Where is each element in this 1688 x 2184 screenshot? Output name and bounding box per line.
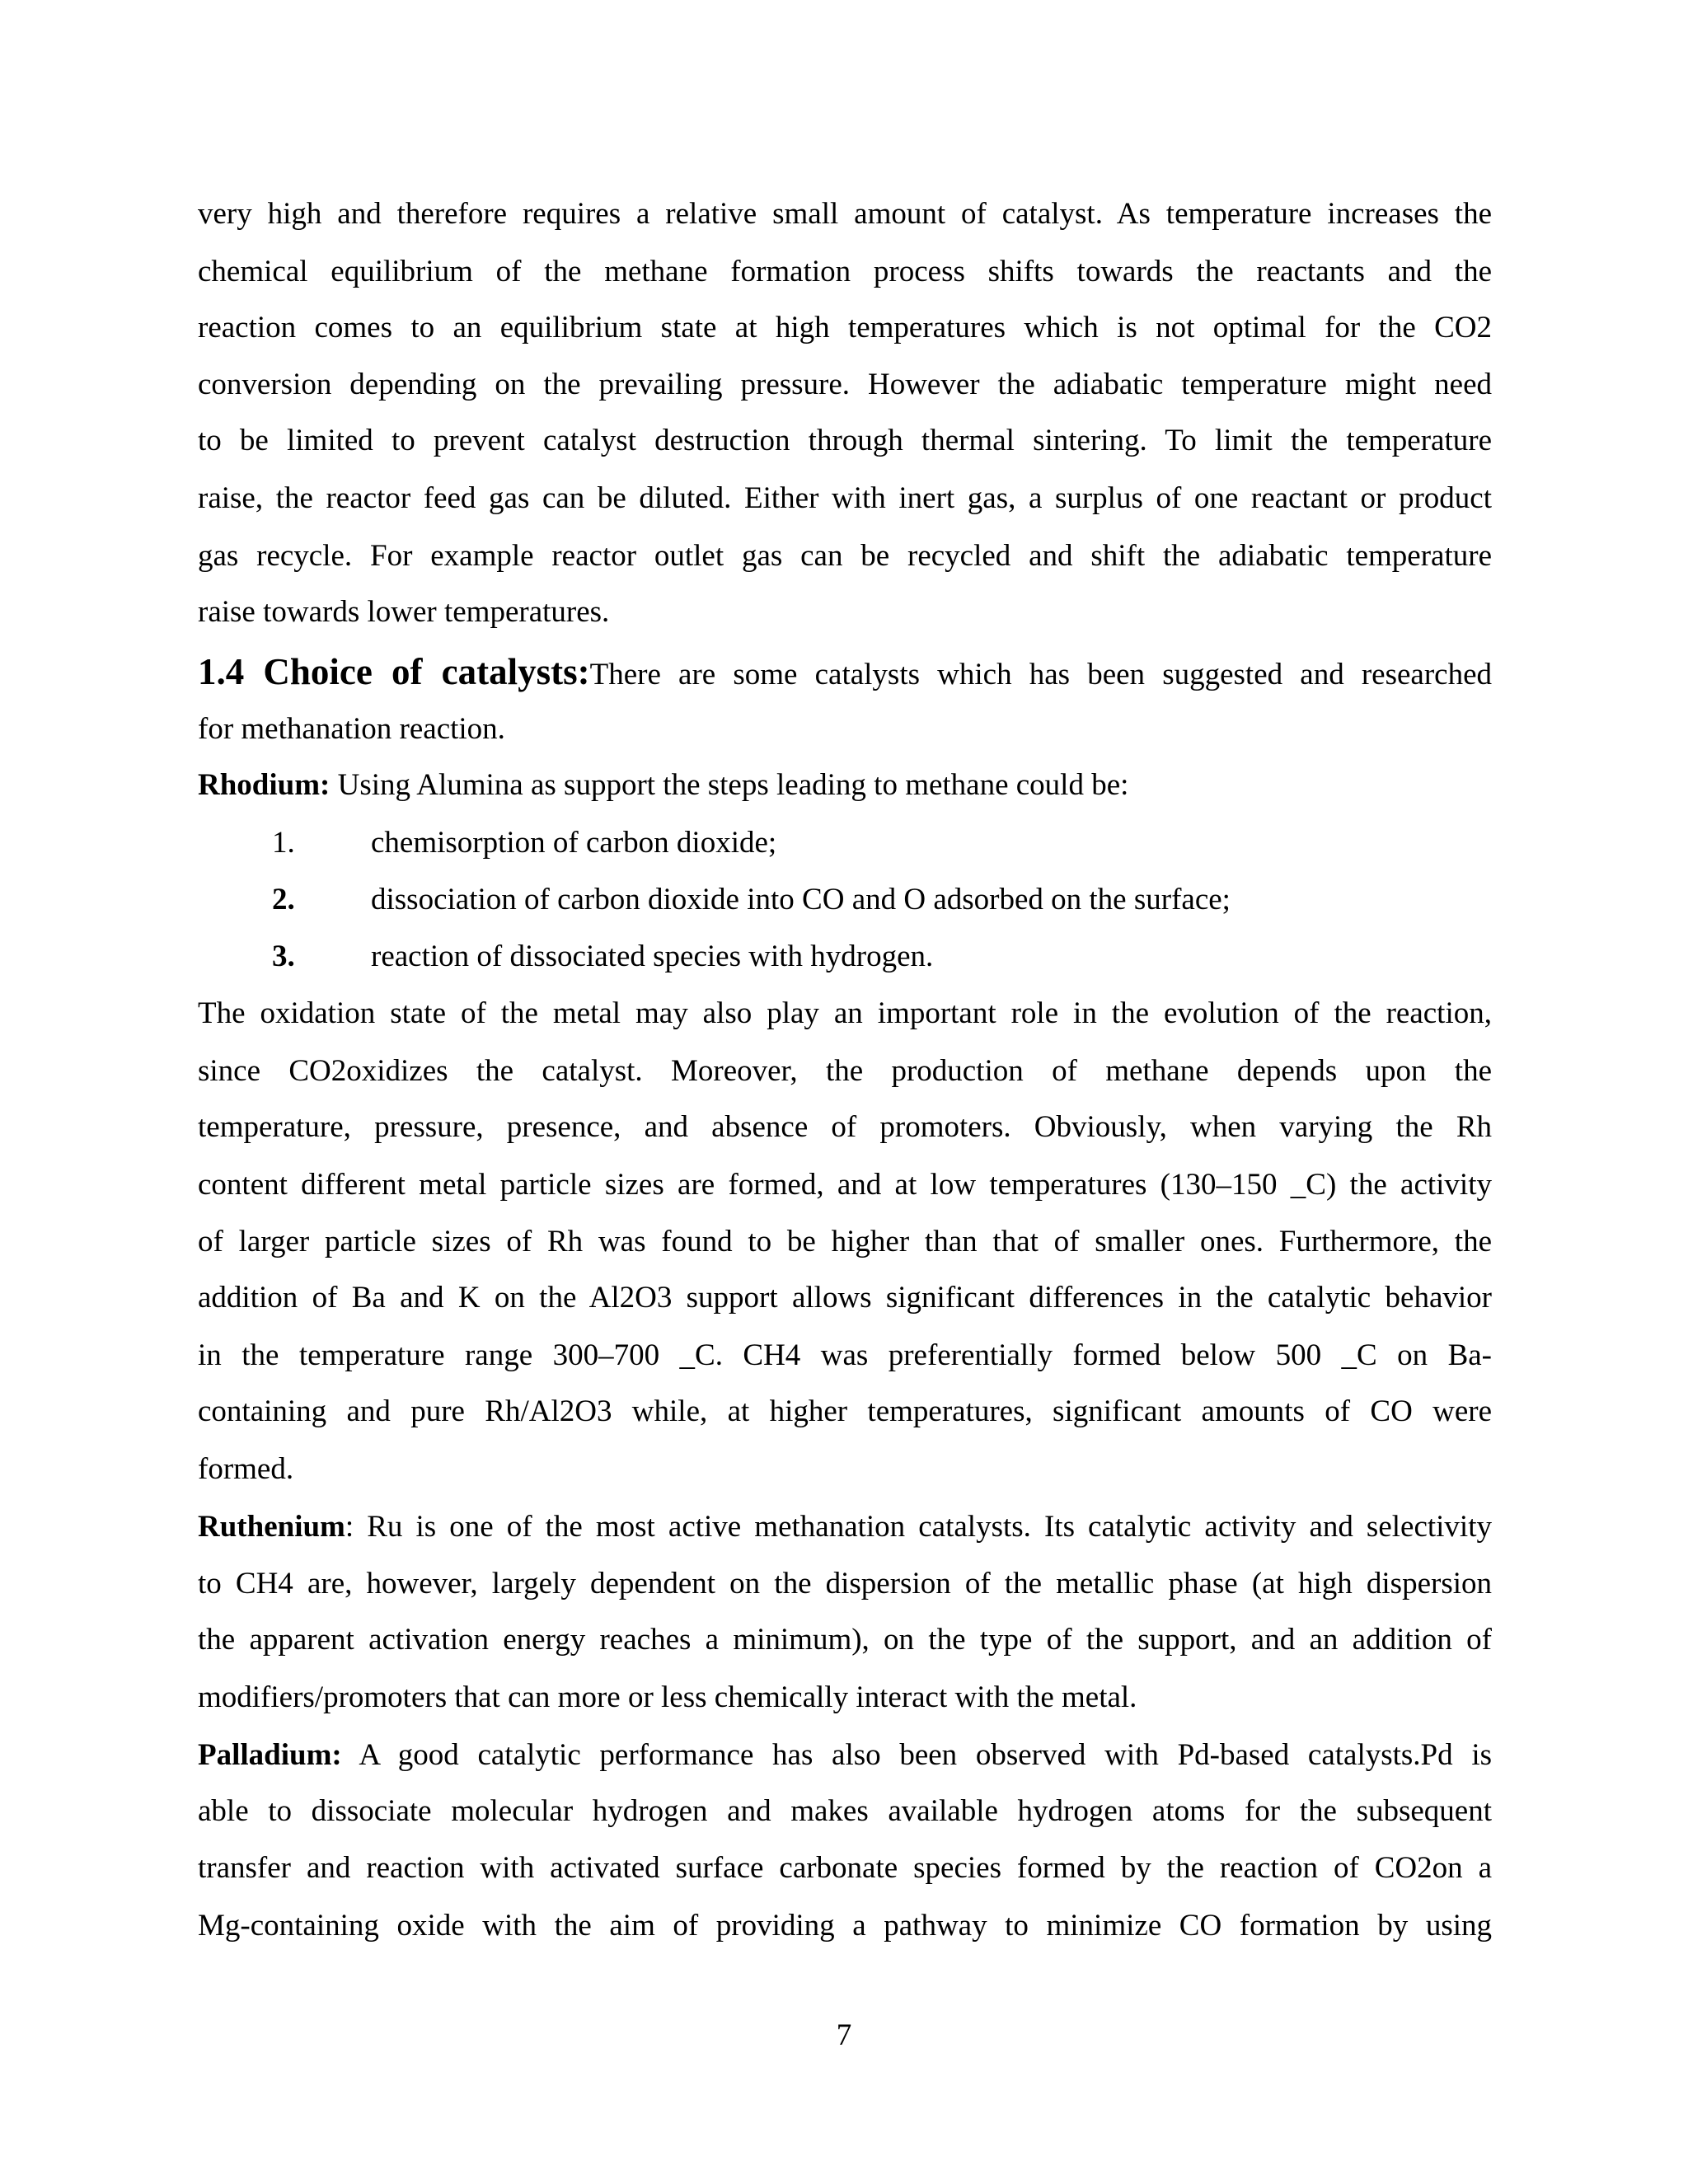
rhodium-text: Using Alumina as support the steps leading to methane could be: [330,768,1129,802]
list-text: reaction of dissociated species with hydrogen. [371,940,934,973]
palladium-line [198,1727,1492,1784]
paragraph-line: since CO2oxidizes the catalyst. Moreover, the production of methane depends upon the [198,1054,1492,1088]
paragraph-line: able to dissociate molecular hydrogen and makes available hydrogen atoms for the subsequent [198,1794,1492,1828]
paragraph-line: content different metal particle sizes are formed, and at low temperatures (130–150 _C) the activity [198,1168,1492,1202]
paragraph-line: in the temperature range 300–700 _C. CH4 was preferentially formed below 500 _C on Ba- [198,1338,1492,1372]
list-number: 2. [272,883,295,916]
paragraph-line: containing and pure Rh/Al2O3 while, at higher temperatures, significant amounts of CO were [198,1394,1492,1428]
rhodium-label: Rhodium: [198,768,331,802]
page-number: 7 [836,2018,852,2052]
paragraph-line: very high and therefore requires a relative small amount of catalyst. As temperature increases the [198,197,1492,231]
paragraph-line: raise towards lower temperatures. [198,595,610,629]
paragraph-line: raise, the reactor feed gas can be diluted. Either with inert gas, a surplus of one reactant or product [198,481,1492,515]
ruthenium-label: Ruthenium [198,1510,345,1544]
list-text: dissociation of carbon dioxide into CO and O adsorbed on the surface; [371,883,1231,916]
palladium-text: A good catalytic performance has also been observed with Pd-based catalysts.Pd is [341,1738,1492,1772]
list-item [0,928,1688,986]
list-item [0,814,1688,872]
paragraph-line: chemical equilibrium of the methane formation process shifts towards the reactants and the [198,255,1492,288]
rhodium-line [198,757,1492,814]
paragraph-line: to CH4 are, however, largely dependent on the dispersion of the metallic phase (at high dispersion [198,1567,1492,1601]
section-heading-line [198,643,1492,701]
ruthenium-line [198,1498,1492,1556]
list-number: 1. [272,826,295,860]
paragraph-line: The oxidation state of the metal may also play an important role in the evolution of the reaction, [198,996,1492,1030]
paragraph-line: formed. [198,1452,294,1486]
section-heading: 1.4 Choice of catalysts: [198,651,590,692]
paragraph-line: transfer and reaction with activated surface carbonate species formed by the reaction of CO2on a [198,1851,1492,1885]
paragraph-line: addition of Ba and K on the Al2O3 support allows significant differences in the catalytic behavior [198,1281,1492,1315]
palladium-label: Palladium: [198,1738,342,1772]
list-text: chemisorption of carbon dioxide; [371,826,777,860]
paragraph-line: the apparent activation energy reaches a minimum), on the type of the support, and an addition of [198,1623,1492,1657]
paragraph-line: conversion depending on the prevailing pressure. However the adiabatic temperature might need [198,368,1492,401]
list-item [0,871,1688,929]
paragraph-line: gas recycle. For example reactor outlet gas can be recycled and shift the adiabatic temperature [198,539,1492,573]
section-intro: There are some catalysts which has been suggested and researched [589,658,1492,691]
list-number: 3. [272,940,295,973]
paragraph-line: of larger particle sizes of Rh was found to be higher than that of smaller ones. Furthermore, the [198,1225,1492,1258]
paragraph-line: temperature, pressure, presence, and absence of promoters. Obviously, when varying the Rh [198,1110,1492,1144]
paragraph-line: reaction comes to an equilibrium state at high temperatures which is not optimal for the CO2 [198,311,1492,344]
paragraph-line: to be limited to prevent catalyst destruction through thermal sintering. To limit the temperature [198,424,1492,457]
paragraph-line: for methanation reaction. [198,712,505,746]
paragraph-line: Mg-containing oxide with the aim of providing a pathway to minimize CO formation by using [198,1909,1492,1943]
ruthenium-text: : Ru is one of the most active methanation catalysts. Its catalytic activity and selectivity [345,1510,1492,1544]
paragraph-line: modifiers/promoters that can more or less chemically interact with the metal. [198,1680,1137,1714]
